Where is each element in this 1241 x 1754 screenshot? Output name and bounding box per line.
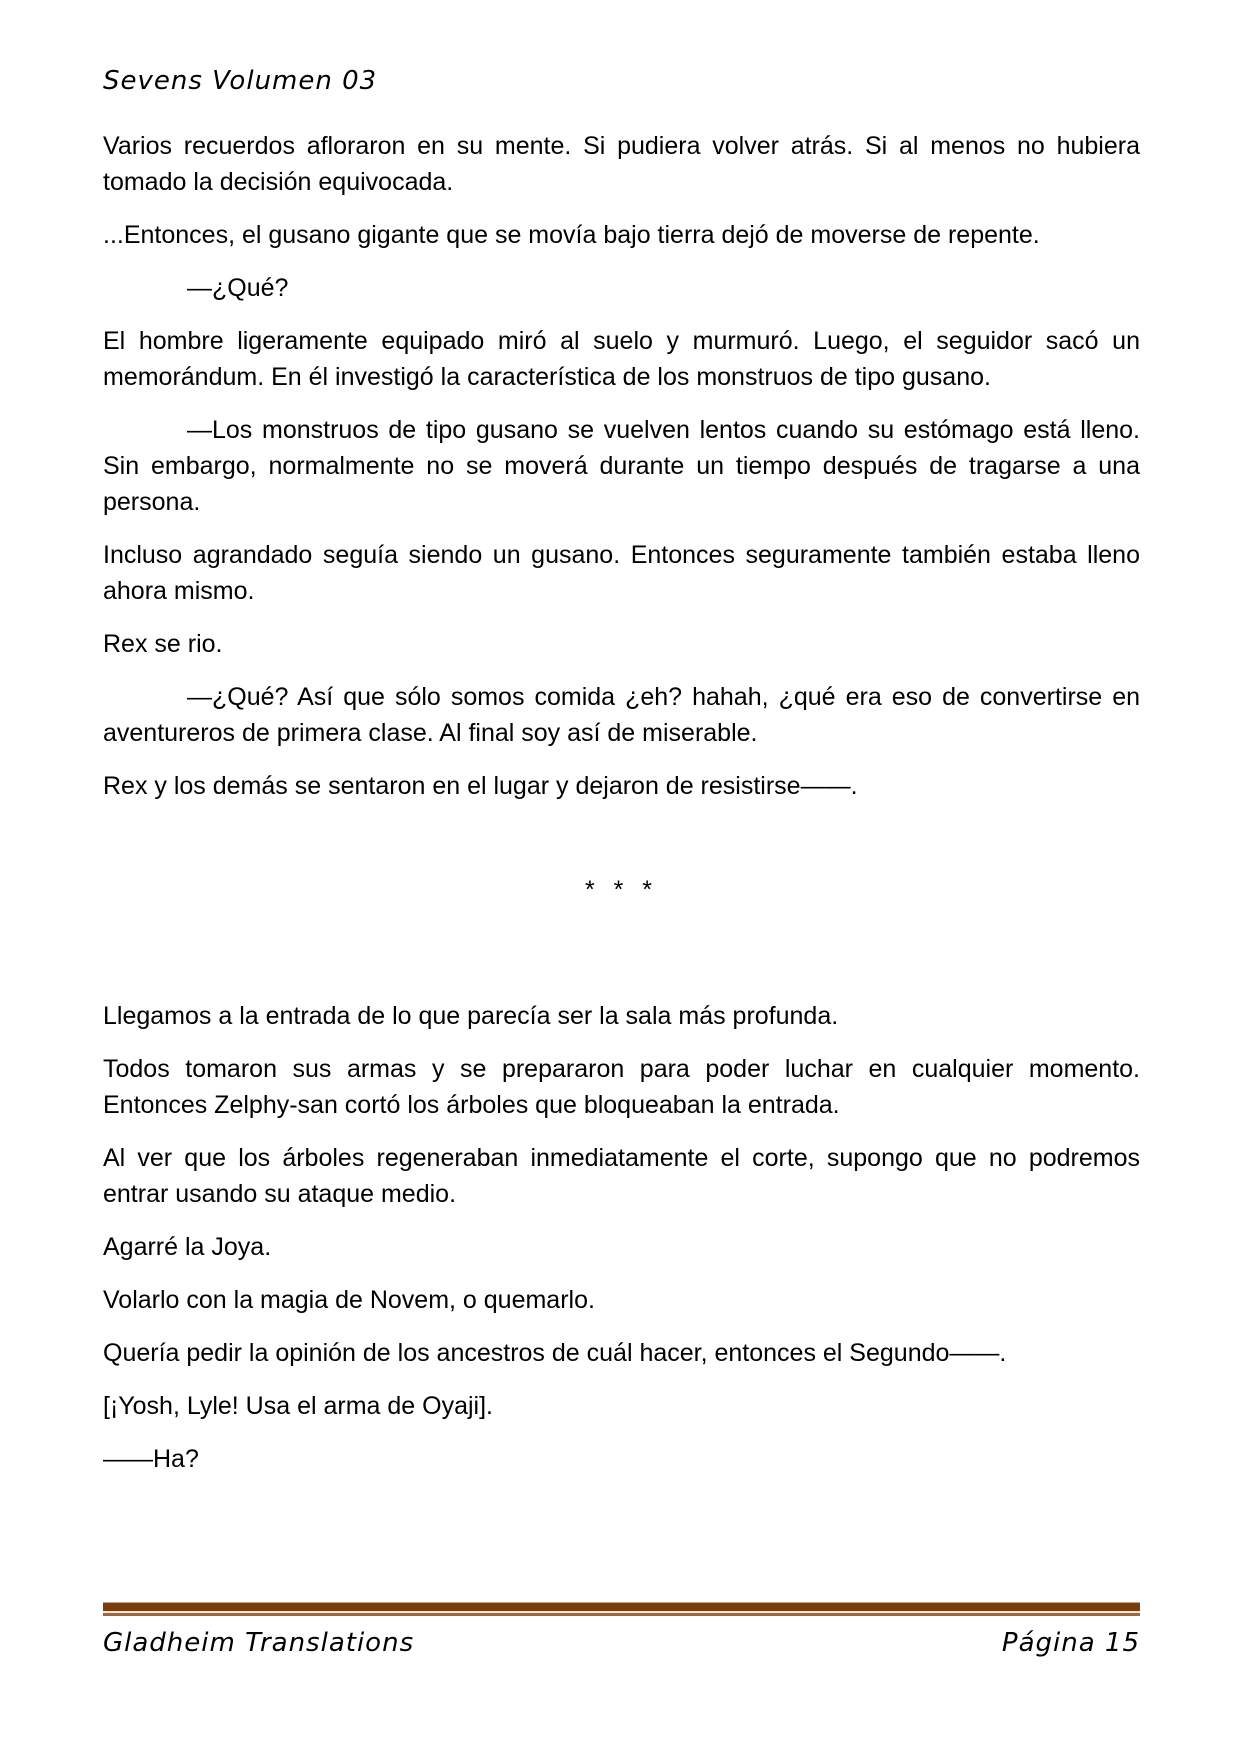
paragraph: Rex y los demás se sentaron en el lugar y dejaron de resistirse——. [103,772,858,800]
footer-text-row [103,1628,1140,1658]
scene-break-divider: * * * [584,876,659,904]
paragraph: Llegamos a la entrada de lo que parecía ser la sala más profunda. [103,1002,839,1030]
paragraph-dialogue: —Los monstruos de tipo gusano se vuelven lentos cuando su estómago está lleno. Sin embargo, normalmente no se moverá durante un tiempo después de tragarse a una persona. [103,416,1140,516]
paragraph-dialogue: —¿Qué? [187,274,289,302]
paragraph: Agarré la Joya. [103,1233,272,1261]
paragraph: El hombre ligeramente equipado miró al suelo y murmuró. Luego, el seguidor sacó un memorándum. En él investigó la característica de los monstruos de tipo gusano. [103,327,1140,391]
footer-rule-thin-band [103,1613,1140,1616]
header-title: Sevens Volumen 03 [103,66,378,96]
footer-translator-credit: Gladheim Translations [103,1628,415,1658]
paragraph-dialogue: —¿Qué? Así que sólo somos comida ¿eh? hahah, ¿qué era eso de convertirse en aventureros de primera clase. Al final soy así de miserable. [103,683,1140,747]
paragraph: Rex se rio. [103,630,223,658]
paragraph: ——Ha? [103,1445,199,1473]
paragraph: Volarlo con la magia de Novem, o quemarlo. [103,1286,595,1314]
footer-rule-thick-band [103,1603,1140,1611]
page-body [103,128,1140,1494]
page-header [103,66,1140,96]
paragraph: [¡Yosh, Lyle! Usa el arma de Oyaji]. [103,1392,493,1420]
footer-rule [103,1602,1140,1616]
page-footer [103,1602,1140,1658]
paragraph: Quería pedir la opinión de los ancestros de cuál hacer, entonces el Segundo——. [103,1339,1007,1367]
footer-page-number: Página 15 [1001,1628,1140,1658]
paragraph: Varios recuerdos afloraron en su mente. Si pudiera volver atrás. Si al menos no hubiera tomado la decisión equivocada. [103,132,1140,196]
paragraph: Al ver que los árboles regeneraban inmediatamente el corte, supongo que no podremos entrar usando su ataque medio. [103,1144,1140,1208]
paragraph: ...Entonces, el gusano gigante que se movía bajo tierra dejó de moverse de repente. [103,221,1040,249]
paragraph: Todos tomaron sus armas y se prepararon para poder luchar en cualquier momento. Entonces Zelphy-san cortó los árboles que bloqueaban la entrada. [103,1055,1140,1119]
paragraph: Incluso agrandado seguía siendo un gusano. Entonces seguramente también estaba lleno ahora mismo. [103,541,1140,605]
